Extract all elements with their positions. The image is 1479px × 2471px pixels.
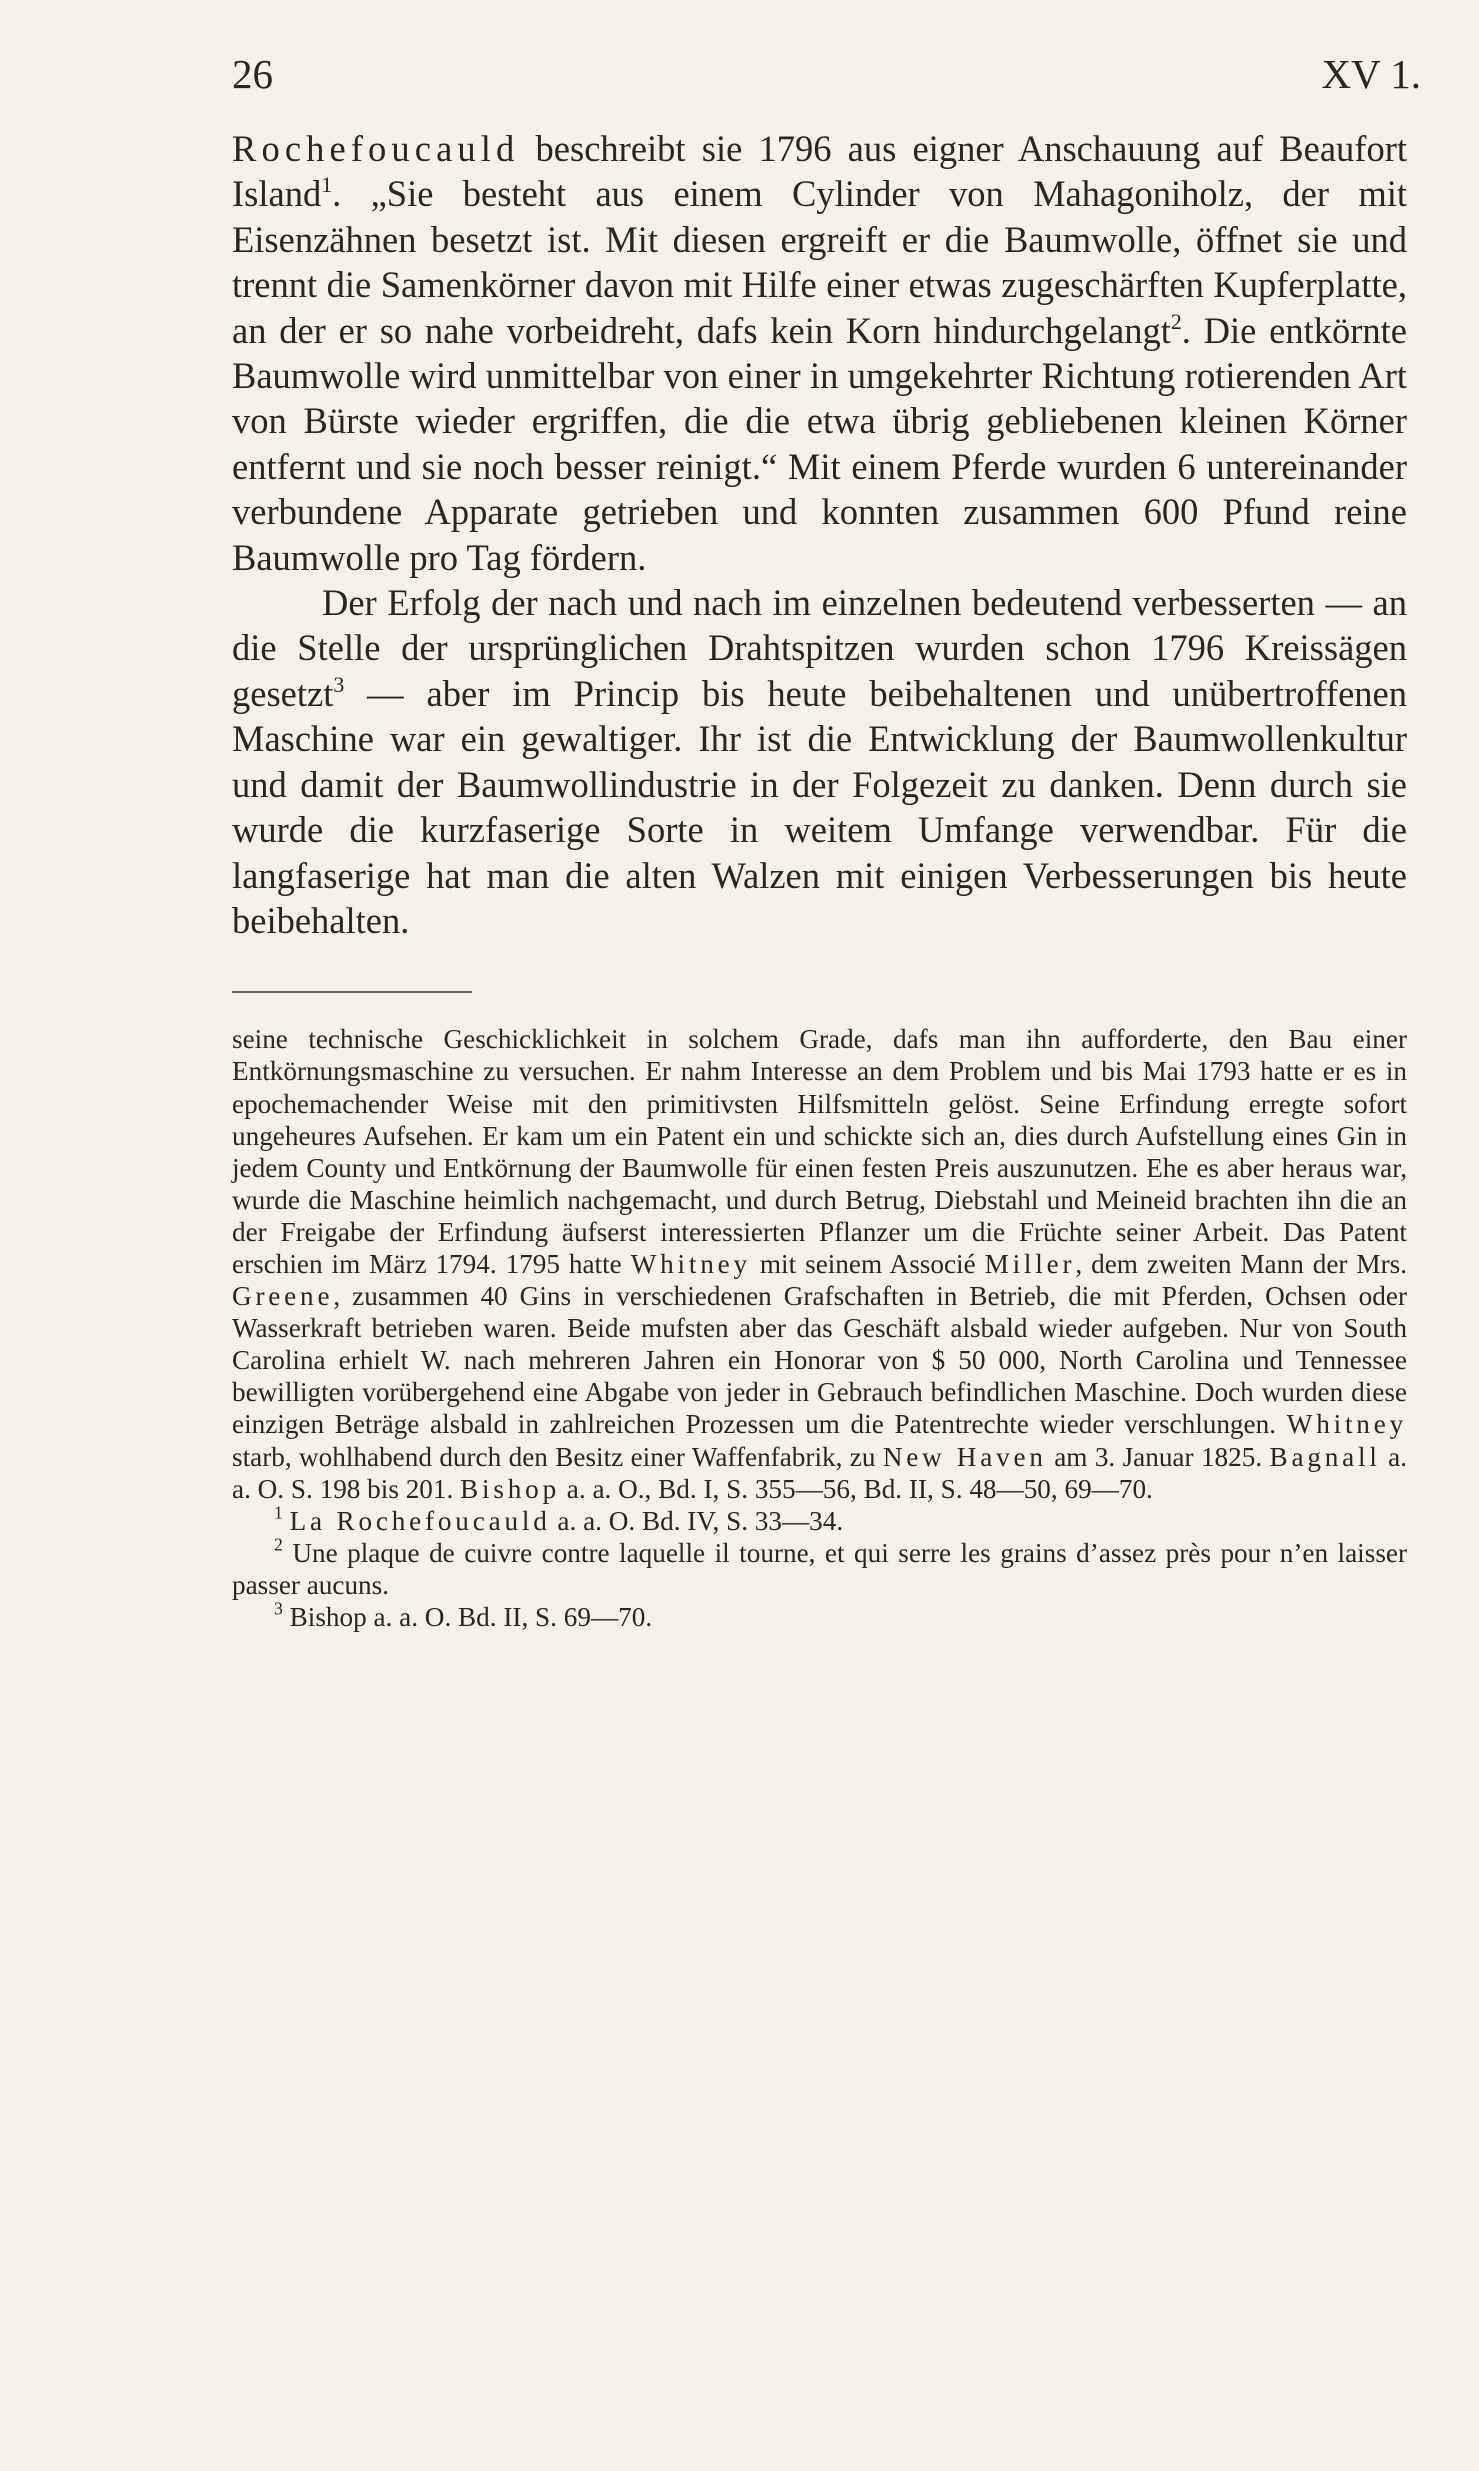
running-head — [232, 50, 1421, 114]
text-run: — aber im Princip bis heute beibehaltenen und unübertroffenen Maschine war ein gewaltiger. Ihr ist die Entwicklung der Baumwollenkultur und damit der Baumwollindustrie in der Folgezeit zu danken. Denn durch sie wurde die kurzfaserige Sorte in weitem Umfange verwendbar. Für die langfaserige hat man die alten Walzen mit einigen Verbesserungen bis heute beibehalten. — [232, 672, 1407, 941]
person-name: Miller — [984, 1248, 1076, 1279]
person-name: Greene — [232, 1281, 334, 1312]
text-run: . „Sie besteht aus einem Cylinder von Mahagoniholz, der mit Eisenzähnen besetzt ist. Mit diesen ergreift er die Baumwolle, öffnet sie und trennt die Samenkörner davon mit Hilfe einer etwas zugeschärften Kupferplatte, an der er so nahe vorbeidreht, dafs kein Korn hindurchgelangt — [232, 173, 1407, 351]
author-name: Rochefoucauld — [232, 128, 520, 169]
page-number: 26 — [232, 51, 273, 97]
text-run: a. a. O. S. 198 bis 201. — [232, 1441, 1407, 1504]
footnote-ref-1: 1 — [321, 172, 333, 198]
text-run: beschreibt sie 1796 aus eigner Anschauung auf Beaufort Island — [232, 128, 1407, 215]
footnote-1 — [232, 1502, 1407, 1537]
footnote-2 — [232, 1534, 1408, 1601]
text-run: starb, wohlhabend durch den Besitz einer Waffenfabrik, zu — [232, 1441, 883, 1472]
footnote-3 — [232, 1598, 1407, 1633]
person-name: Whitney — [630, 1248, 751, 1279]
person-name: La Rochefoucauld — [289, 1505, 551, 1536]
footnote-continued — [232, 1023, 1407, 1504]
text-run: . Die entkörnte Baumwolle wird unmittelbar von einer in umgekehrter Richtung rotierenden Art von Bürste wieder ergriffen, die die etwa übrig gebliebenen kleinen Körner entfernt und sie noch besser reinigt.“ Mit einem Pferde wurden 6 untereinander verbundene Apparate getrieben und konnten zusammen 600 Pfund reine Baumwolle pro Tag fördern. — [232, 309, 1407, 578]
text-run: , dem zweiten Mann der Mrs. — [1075, 1248, 1408, 1279]
section-heading: XV 1. — [1321, 51, 1421, 97]
text-run: a. a. O. Bd. IV, S. 33—34. — [550, 1505, 844, 1536]
footnote-ref-2: 2 — [1170, 308, 1182, 334]
person-name: Bagnall — [1269, 1441, 1381, 1472]
footnote-divider — [232, 991, 472, 993]
book-page — [232, 50, 1421, 1633]
footnote-mark-3: 3 — [274, 1598, 283, 1619]
paragraph-rochefoucauld — [232, 126, 1407, 580]
person-name: Bishop — [460, 1473, 560, 1504]
footnote-mark-2: 2 — [274, 1534, 283, 1555]
person-name: Whitney — [1286, 1409, 1407, 1440]
footnotes — [232, 1023, 1407, 1633]
place-name: New Haven — [882, 1441, 1047, 1472]
text-run: am 3. Januar 1825. — [1046, 1441, 1270, 1472]
paragraph-erfolg — [232, 580, 1407, 943]
footnote-mark-1: 1 — [274, 1502, 283, 1523]
text-run: Bishop a. a. O. Bd. II, S. 69—70. — [289, 1602, 653, 1632]
text-run: seine technische Geschicklichkeit in solchem Grade, dafs man ihn aufforderte, den Bau einer Entkörnungsmaschine zu versuchen. Er nahm Interesse an dem Problem und bis Mai 1793 hatte er es in epochemachender Weise mit den primitivsten Hilfsmitteln gelöst. Seine Erfindung erregte sofort ungeheures Aufsehen. Er kam um ein Patent ein und schickte sich an, dies durch Aufstellung eines Gin in jedem County und Entkörnung der Baumwolle für einen festen Preis auszunutzen. Ehe es aber heraus war, wurde die Maschine heimlich nachgemacht, und durch Betrug, Diebstahl und Meineid brachten ihn die an der Freigabe der Erfindung äufserst interessierten Pflanzer um die Früchte seiner Arbeit. Das Patent erschien im März 1794. 1795 hatte — [232, 1024, 1407, 1279]
main-text — [232, 126, 1407, 943]
text-run: a. a. O., Bd. I, S. 355—56, Bd. II, S. 48—50, 69—70. — [560, 1473, 1153, 1504]
text-run: Der Erfolg der nach und nach im einzelnen bedeutend verbesserten — an die Stelle der ursprünglichen Drahtspitzen wurden schon 1796 Kreissägen gesetzt — [232, 582, 1407, 714]
text-run: mit seinem Associé — [750, 1248, 985, 1279]
footnote-ref-3: 3 — [333, 671, 345, 697]
text-run: , zusammen 40 Gins in verschiedenen Grafschaften in Betrieb, die mit Pferden, Ochsen oder Wasserkraft betrieben waren. Beide mufsten aber das Geschäft alsbald wieder aufgeben. Nur von South Carolina erhielt W. nach mehreren Jahren ein Honorar von $ 50 000, North Carolina und Tennessee bewilligten vorübergehend eine Abgabe von jeder in Gebrauch befindlichen Maschine. Doch wurden diese einzigen Beträge alsbald in zahlreichen Prozessen um die Patentrechte wieder verschlungen. — [232, 1281, 1407, 1440]
text-run: Une plaque de cuivre contre laquelle il tourne, et qui serre les grains d’assez près pour n’en laisser passer aucuns. — [232, 1537, 1408, 1600]
